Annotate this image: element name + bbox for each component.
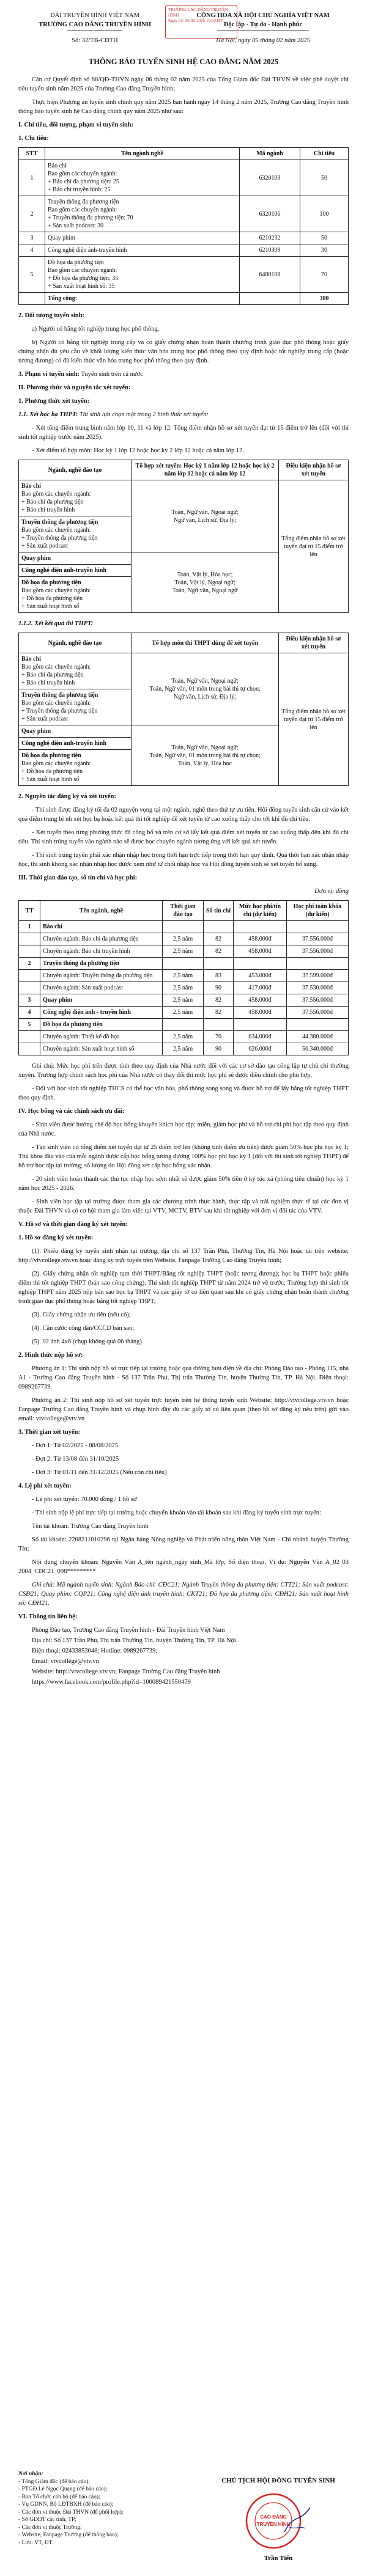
table-row — [19, 196, 349, 232]
cell: 56.340.000đ — [287, 1043, 349, 1055]
cell — [163, 921, 204, 933]
table-header-row — [19, 460, 349, 480]
cell: Tổng điểm nhận hồ sơ xét tuyển đạt từ 15 điểm trở lên — [279, 653, 349, 786]
cell: 6320103 — [240, 160, 300, 196]
cell: 6210232 — [240, 232, 300, 244]
column-header: Số tín chỉ — [204, 901, 234, 921]
cell: 5 — [19, 1019, 40, 1031]
total-label: Tổng cộng: — [45, 293, 240, 305]
cell-line: Báo chí — [21, 483, 41, 490]
cell: 634.000đ — [234, 1031, 287, 1043]
column-header: Tổ hợp môn thi THPT dùng để xét tuyển — [132, 633, 279, 653]
column-header: Ngành, nghề đào tạo — [19, 460, 132, 480]
cell-line: Truyền thông đa phương tiện — [21, 692, 98, 699]
contact-line: Email: vtvcollege@vtv.vn — [32, 1658, 99, 1665]
paragraph: - Đợt 3: Từ 01/11 đến 31/12/2025 (Nếu còn chỉ tiêu) — [32, 1469, 167, 1476]
table-row — [19, 994, 349, 1007]
cell — [240, 293, 300, 305]
cell — [19, 970, 40, 982]
paragraph: Ghi chú: Mức học phí trên được tính theo quy định của Nhà nước đối với các cơ sở đào tạo công lập tự chủ chi thường xuyên. Trường hợp chính sách học phí của Nhà nước có thay đổi thì mức học phí sẽ được điều chỉnh cho phù hợp. — [18, 1063, 349, 1079]
paragraph: - 20 sinh viên hoàn thành các thủ tục nhập học sớm nhất sẽ được giảm 50% tiền ở ký túc xá (phòng tiêu chuẩn) học kỳ 1 năm học 2025 - 2026. — [18, 1176, 349, 1192]
table-row — [19, 933, 349, 945]
cell — [132, 552, 279, 613]
issuer-org: TRƯỜNG CAO ĐẲNG TRUYỀN HÌNH — [39, 21, 151, 28]
recipient-item: - Ban Tổ chức cán bộ (để báo cáo); — [18, 2493, 100, 2500]
paragraph: - Thí sinh nộp lệ phí trực tiếp tại trường hoặc chuyển khoản vào tài khoản sau khi đăng ký tuyển sinh trực tuyến: — [32, 1510, 321, 1516]
cell-line: + Báo chí đa phương tiện — [21, 499, 84, 505]
table-row — [19, 1019, 349, 1031]
table-row — [19, 945, 349, 958]
cell: 82 — [204, 994, 234, 1007]
cell-line: Toán, Vật lý, Hóa học; — [177, 571, 233, 578]
cell: 458.000đ — [234, 945, 287, 958]
cell: Công nghệ điện ảnh - truyền hình — [40, 1007, 163, 1019]
cell — [19, 293, 45, 305]
cell-line: + Đồ họa đa phương tiện — [21, 595, 83, 602]
cell-line: Bao gồm các chuyên ngành: — [21, 527, 91, 534]
cell-line: Đồ họa đa phương tiện — [21, 579, 81, 586]
column-header: Điều kiện nhận hồ sơ xét tuyển — [279, 633, 349, 653]
cell — [19, 653, 132, 689]
signature-block — [208, 2476, 349, 2563]
table-row — [19, 160, 349, 196]
cell: 2,5 năm — [163, 994, 204, 1007]
column-header: STT — [19, 148, 45, 160]
cell-line: Ngữ văn, Lịch sử, Địa lý; — [173, 694, 237, 700]
paragraph: - Thí sinh được đăng ký tối đa 02 nguyện vọng tại một ngành, nghề theo thứ tự ưu tiên. Hội đồng tuyển sinh căn cứ vào kết quả điểm trung bì nh xét học bạ hoặc kết quả thi tốt nghiệp để xét tuyển từ cao xuống thấp cho tới khi đủ chỉ tiêu. — [18, 807, 349, 823]
tuition-table — [18, 900, 349, 1055]
subsection-heading: 1.1. Xét học bạ THPT: — [18, 411, 78, 418]
paragraph: Nội dung chuyển khoản: Nguyễn Văn A_tên ngành_ngày sinh_Mã lớp, Số điện thoại. Ví dụ: Nguyễn Văn A_02 03 2004_CĐC21_098********* — [18, 1559, 349, 1575]
cell-line: Bao gồm các chuyên ngành: — [21, 587, 91, 594]
digital-signature-stamp — [165, 5, 237, 39]
cell: 6210309 — [240, 244, 300, 257]
subsection-heading: 1. Hồ sơ đăng ký xét tuyển: — [18, 1235, 94, 1241]
cell: 4 — [19, 244, 45, 257]
column-header: Thời gian đào tạo — [163, 901, 204, 921]
cell: 44.380.000đ — [287, 1031, 349, 1043]
cell — [19, 933, 40, 945]
cell-line: + Truyền thông đa phương tiện — [21, 535, 98, 541]
recipient-item: - Lưu: VT, ĐT. — [18, 2539, 54, 2546]
paragraph: - Đợt 2: Từ 13/08 đến 31/10/2025 — [32, 1456, 119, 1462]
table-row — [19, 257, 349, 293]
subsection-heading: 1.1.2. Xét kết quả thi THPT: — [18, 620, 94, 627]
paragraph: - Đợt 1: Từ 02/2025 - 08/08/2025 — [32, 1442, 119, 1449]
cell: 6320106 — [240, 196, 300, 232]
cell-line: Bao gồm các chuyên ngành: — [21, 664, 91, 670]
column-header: Tên ngành, nghề — [40, 901, 163, 921]
cell-line: Toán, Ngữ văn, 01 môn trong bài thi tự chọn; — [149, 752, 261, 759]
document-title: THÔNG BÁO TUYỂN SINH HỆ CAO ĐẲNG NĂM 2025 — [88, 57, 279, 66]
cell — [204, 921, 234, 933]
cell-line: + Sản xuất hoạt hình số — [21, 603, 80, 610]
cell — [204, 958, 234, 970]
tuition-table-body — [19, 921, 349, 1055]
cell: 458.000đ — [234, 994, 287, 1007]
cell: 37.556.000đ — [287, 945, 349, 958]
cell: Chuyên ngành: Báo chí truyền hình — [40, 945, 163, 958]
cell — [19, 750, 132, 786]
contact-line: Website: http://vtvcollege.vtv.vn; Fanpage Trường Cao đẳng Truyền hình — [32, 1668, 220, 1675]
paragraph: (3). Giấy chứng nhận ưu tiên (nếu có); — [32, 1312, 131, 1318]
section-heading: V. Hồ sơ và thời gian đăng ký xét tuyển: — [18, 1221, 128, 1228]
cell — [204, 1019, 234, 1031]
cell: 3 — [19, 232, 45, 244]
cell: 6480108 — [240, 257, 300, 293]
cell: 626.000đ — [234, 1043, 287, 1055]
recipient-item: - Sở GDĐT các tỉnh, TP; — [18, 2517, 76, 2523]
table-row — [19, 653, 349, 689]
cell: 50 — [300, 160, 349, 196]
cell: 37.556.000đ — [287, 933, 349, 945]
paragraph: - Xét điểm tổ hợp môn: Học kỳ 1 lớp 12 hoặc học kỳ 2 lớp 12 hoặc cả năm lớp 12. — [32, 447, 245, 454]
subsection-heading: 2. Hình thức nộp hồ sơ: — [18, 1352, 83, 1359]
cell: Chuyên ngành: Truyền thông đa phương tiện — [40, 970, 163, 982]
cell-line: Bao gồm các chuyên ngành: — [48, 207, 117, 213]
parent-org: ĐÀI TRUYỀN HÌNH VIỆT NAM — [50, 12, 139, 19]
quota-table — [18, 147, 349, 305]
cell-line: Bao gồm các chuyên ngành: — [48, 171, 117, 177]
cell-line: Toán, Ngữ văn, Ngoại ngữ; — [171, 678, 239, 684]
paragraph: - Đối với học sinh tốt nghiệp THCS có thể học văn hóa, phổ thông song song và được hỗ trợ để lấy bằng tốt nghiệp THPT theo quy định. — [18, 1085, 349, 1101]
stamp-line: TRƯỜNG CAO ĐẲNG TRUYỀN HÌNH — [168, 7, 229, 18]
svg-text:CAO ĐẲNG: CAO ĐẲNG — [260, 2514, 287, 2520]
cell-line: Đồ họa đa phương tiện — [21, 752, 81, 759]
cell-line: + Báo chí truyền hình — [21, 507, 75, 513]
table-row — [19, 1043, 349, 1055]
cell-line: + Báo chí đa phương tiện — [21, 672, 84, 678]
cell-line: Toán, Ngữ văn, Ngoại ngữ; — [171, 744, 239, 751]
national-motto: Độc lập - Tự do - Hạnh phúc — [223, 21, 303, 28]
table-row — [19, 921, 349, 933]
paragraph: - Sinh viên học tập tại trường được tham gia các chương trình thực hành, thực tập và trải nghiệm thực tế tại các đơn vị thuộc Đài THVN và có cơ hội tham gia làm việc tại VTV, MCTV, BTV sau khi tốt nghiệp với đơn vị đối tác của VTV. — [18, 1198, 349, 1214]
cell — [132, 653, 279, 725]
cell-line: + Truyền thông đa phương tiện — [21, 708, 98, 714]
paragraph: - Xét tổng điểm trung bình năm lớp 10, 11 và lớp 12. Tổng điểm nhận hồ sơ xét tuyển đạt từ 15 điểm trở lên (đối với thí sinh tốt nghiệp trước năm 2025). — [18, 425, 349, 441]
cell: Chuyên ngành: Thiết kế đồ họa — [40, 1031, 163, 1043]
cell: 82 — [204, 1007, 234, 1019]
transcript-admission-table — [18, 460, 349, 613]
recipient-item: - Các đơn vị thuộc Trường; — [18, 2524, 82, 2531]
paragraph: Tên tài khoản: Trường Cao đẳng Truyền hình — [32, 1523, 149, 1530]
table-row — [19, 958, 349, 970]
cell: 5 — [19, 257, 45, 293]
official-seal — [242, 2489, 315, 2553]
cell — [19, 1043, 40, 1055]
recipient-item: - PTGĐ Lê Ngọc Quang (để báo cáo); — [18, 2486, 108, 2492]
intro-paragraph: Căn cứ Quyết định số 88/QĐ-THVN ngày 06 tháng 02 năm 2025 của Tổng Giám đốc Đài THVN về việc phê duyệt chỉ tiêu tuyển sinh năm 2025 của Trường Cao đẳng Truyền hình; — [18, 76, 349, 92]
recipient-item: - Vụ GDNN, Bộ LĐTBXH (để báo cáo); — [18, 2501, 114, 2508]
cell — [287, 1019, 349, 1031]
cell — [132, 480, 279, 552]
cell: 2,5 năm — [163, 1007, 204, 1019]
paragraph: b) Người có bằng tốt nghiệp trung cấp và có giấy chứng nhận hoàn thành chương trình giáo dục phổ thông hoặc giấy chứng nhận đủ yêu cầu về khối lượng kiến thức văn hóa trung học phổ thông theo quy định hoặc tốt nghiệp trung cấp (hoặc tương đương) có đủ kiến thức văn hóa trung học phổ thông theo quy định. — [18, 339, 349, 364]
subsection-heading: 2. Nguyên tắc đăng ký và xét tuyển: — [18, 793, 116, 800]
cell: 50 — [300, 232, 349, 244]
cell-line: Toán, Vật lý, Ngoại ngữ; — [174, 579, 235, 586]
table-row — [19, 232, 349, 244]
cell-line: + Đồ họa đa phương tiện: 35 — [48, 275, 119, 282]
cell-line: Đồ họa đa phương tiện — [48, 259, 104, 266]
signer-title: CHỦ TỊCH HỘI ĐỒNG TUYỂN SINH — [221, 2477, 335, 2484]
cell: Công nghệ điện ảnh-truyền hình — [19, 738, 132, 750]
cell: 70 — [300, 257, 349, 293]
cell — [45, 196, 240, 232]
cell: 2 — [19, 958, 40, 970]
cell-line: Ngữ văn, Lịch sử, Địa lý; — [173, 516, 237, 524]
column-header: Tổ hợp xét tuyển: Học kỳ 1 năm lớp 12 hoặc học kỳ 2 năm lớp 12 hoặc cả năm lớp 12 — [132, 460, 279, 480]
paragraph: (5). 02 ảnh 4x6 (chụp không quá 06 tháng). — [32, 1338, 144, 1345]
cell: 2,5 năm — [163, 982, 204, 994]
cell: 100 — [300, 196, 349, 232]
inline-text: Tuyển sinh trên cả nước — [81, 371, 143, 378]
subsection-heading: 1. Chỉ tiêu: — [18, 135, 49, 142]
seal-icon — [242, 2489, 315, 2553]
paragraph: (4). Căn cước công dân/CCCD bản sao; — [32, 1325, 135, 1332]
column-header: Mức học phí/tín chỉ (dự kiến) — [234, 901, 287, 921]
contact-line: Địa chỉ: Số 137 Trần Phú, Thị trấn Thường Tín, huyện Thường Tín, TP. Hà Nội. — [32, 1637, 238, 1644]
cell: 2,5 năm — [163, 1043, 204, 1055]
cell: 82 — [204, 933, 234, 945]
paragraph: Số tài khoản: 2208211010296 tại Ngân hàng Nông nghiệp và Phát triển nông thôn Việt Nam - Chi nhánh huyện Thường Tín; — [18, 1536, 349, 1552]
subsection-heading: 1. Phương thức xét tuyển: — [18, 398, 90, 405]
cell: 2,5 năm — [163, 945, 204, 958]
cell — [19, 689, 132, 725]
cell: Truyền thông đa phương tiện — [40, 958, 163, 970]
cell-line: Bao gồm các chuyên ngành: — [21, 491, 91, 497]
cell-line: + Sản xuất podcast — [21, 716, 68, 722]
contact-line: Điện thoại: 02433853048; Hotline: 0989267739; — [32, 1648, 158, 1654]
cell: 70 — [204, 1031, 234, 1043]
cell: 458.000đ — [234, 1007, 287, 1019]
cell — [19, 945, 40, 958]
cell — [287, 921, 349, 933]
cell: 4 — [19, 1007, 40, 1019]
cell — [132, 725, 279, 786]
table-row — [19, 1007, 349, 1019]
column-header: Tên ngành nghề — [45, 148, 240, 160]
recipients-title: Nơi nhận: — [18, 2471, 43, 2477]
paragraph: - Lệ phí xét tuyển: 70.000 đồng / 1 hồ sơ — [32, 1496, 137, 1503]
cell: 453.000đ — [234, 970, 287, 982]
cell: Quay phim — [40, 994, 163, 1007]
cell: Báo chí — [40, 921, 163, 933]
cell: Quay phim — [19, 725, 132, 738]
cell — [19, 982, 40, 994]
cell-line: + Báo chí truyền hình: 25 — [48, 186, 111, 193]
cell-line: Bao gồm các chuyên ngành: — [21, 760, 91, 767]
cell: 83 — [204, 970, 234, 982]
place-date: Hà Nội, ngày 05 tháng 02 năm 2025 — [216, 37, 310, 44]
paragraph: - Tân sinh viên có tổng điểm xét tuyển đạt từ 25 điểm trở lên (không tính điểm ưu tiên) được giảm 50% học phí học kỳ 1; Thủ khoa đầu vào của mỗi ngành được cấp học bổng tương đương 100% học phí học kỳ 1 (đối với thí sinh tốt nghiệp THPT) để hỗ trợ học tập tại trường; số lượng do Hội đồng xét cấp học bổng xác nhận. — [18, 1144, 349, 1169]
column-header: Chỉ tiêu — [300, 148, 349, 160]
cell: Tổng điểm nhận hồ sơ xét tuyển đạt từ 15 điểm trở lên — [279, 480, 349, 613]
cell — [287, 958, 349, 970]
cell-line: + Sản xuất hoạt hình số — [21, 776, 80, 783]
cell: 2,5 năm — [163, 970, 204, 982]
recipient-item: - Tổng Giám đốc (để báo cáo); — [18, 2478, 90, 2485]
cell — [234, 921, 287, 933]
paragraph: (1). Phiếu đăng ký tuyển sinh nhận tại trường, địa chỉ số 137 Trần Phú, Thường Tín, Hà Nội hoặc tải trên website: http://vtvcollege.vtv.vn hoặc đăng ký trực tuyến trên Website, Fanpage Trường Cao đẳng Truyền hình; — [18, 1248, 349, 1264]
cell — [234, 1019, 287, 1031]
cell-line: Toán, Ngữ văn, 01 môn trong bài thi tự chọn; — [149, 686, 261, 692]
svg-text:TRUYỀN HÌNH: TRUYỀN HÌNH — [256, 2522, 291, 2527]
cell: 90 — [204, 982, 234, 994]
cell: Quay phim — [45, 232, 240, 244]
column-header: Mã ngành — [240, 148, 300, 160]
paragraph: - Thí sinh trúng tuyển phải xác nhận nhập học trong thời hạn trực tiếp trong thời hạn quy định. Quá thời hạn xác nhận nhập học, thí sinh không xác nhận nhập học được xem như từ chối nhập học và Hội đồng tuyển sinh sẽ xét tuyển bổ sung. — [18, 852, 349, 868]
cell-line: Bao gồm các chuyên ngành: — [48, 267, 117, 274]
contact-line: https://www.facebook.com/profile.php?id=100089421550479 — [32, 1679, 191, 1686]
column-header: TT — [19, 901, 40, 921]
cell-line: Truyền thông đa phương tiện — [21, 519, 98, 526]
table-row — [19, 1031, 349, 1043]
cell — [45, 257, 240, 293]
issuer-block — [18, 11, 171, 45]
recipient-item: - Website, Fanpage Trường (để thông báo); — [18, 2532, 119, 2538]
cell-line: + Sản xuất podcast: 30 — [48, 222, 104, 229]
cell: 417.000đ — [234, 982, 287, 994]
cell-line: Toán, Ngữ văn, Ngoại ngữ; — [171, 508, 239, 516]
cell: 30 — [300, 244, 349, 257]
paragraph — [18, 370, 349, 379]
cell: 2,5 năm — [163, 1031, 204, 1043]
subsection-heading: 2. Đối tượng tuyển sinh: — [18, 312, 85, 319]
national-name: CỘNG HÒA XÃ HỘI CHỦ NGHĨA VIỆT NAM — [196, 12, 330, 19]
cell: 1 — [19, 160, 45, 196]
cell: 2 — [19, 196, 45, 232]
table-header-row — [19, 901, 349, 921]
cell-line: + Sản xuất hoạt hình số: 35 — [48, 283, 115, 290]
cell — [163, 1019, 204, 1031]
paragraph: (2). Giấy chứng nhận tốt nghiệp tạm thời THPT/Bằng tốt nghiệp THPT (hoặc tương đương); học bạ THPT hoặc phiếu điểm thi tốt nghiệp THPT (bản sao công chứng). Thí sinh tốt nghiệp THPT từ năm 2024 trở về trước; Trường hợp thí sinh tốt nghiệp THPT năm 2025 nộp bản sao học bạ THPT và các giấy tờ có liên quan sau khi có giấy chứng nhận hoàn thành chương trình giáo dục phổ thông hoặc bằng tốt nghiệp THPT; — [18, 1271, 349, 1305]
cell — [19, 577, 132, 613]
intro-paragraph: Thực hiện Phương án tuyển sinh chính quy năm 2025 ban hành ngày 14 tháng 2 năm 2025, Trường Cao đẳng Truyền hình thông báo tuyển sinh hệ Cao đẳng chính quy năm 2025 như sau: — [18, 99, 349, 115]
cell: Công nghệ điện ảnh-truyền hình — [45, 244, 240, 257]
section-heading: II. Phương thức và nguyên tắc xét tuyển: — [18, 384, 131, 391]
column-header: Ngành, nghề đào tạo — [19, 633, 132, 653]
cell-line: Toán, Ngữ văn, Ngoại ngữ — [172, 587, 238, 594]
table-header-row — [19, 633, 349, 653]
cell-line: + Sản xuất podcast — [21, 543, 68, 549]
section-heading: III. Thời gian đào tạo, số tín chỉ và học phí: — [18, 875, 138, 881]
cell — [45, 160, 240, 196]
column-header: Điều kiện nhận hồ sơ xét tuyển — [279, 460, 349, 480]
cell: Quay phim — [19, 552, 132, 565]
section-heading: VI. Thông tin liên hệ: — [18, 1613, 78, 1620]
subsection-heading: 3. Phạm vi tuyển sinh: — [18, 371, 80, 378]
table-row — [19, 480, 349, 516]
paragraph: Phương án 1: Thí sinh nộp hồ sơ trực tiếp tại trường hoặc qua đường bưu điện về địa chỉ: Phòng Đào tạo - Phòng 115, nhà A1 - Trường Cao đẳng Truyền hình - Số 137 Trần Phú, Thị trấn Thường Tín, huyện Thường Tín, TP. Hà Nội. Điện thoại: 0989267739. — [18, 1365, 349, 1390]
paragraph: - Xét tuyển theo từng phương thức đã công bố và trên cơ sở lấy kết quả điểm xét tuyển từ cao xuống thấp đến khi đủ chỉ tiêu. Thí sinh trúng tuyển vào ngành nào sẽ được học chuyên ngành tương ứng với kết quả xét tuyển. — [18, 829, 349, 845]
cell: 37.599.000đ — [287, 970, 349, 982]
contact-line: Phòng Đào tạo, Trường Cao đẳng Truyền hình - Đài Truyền hình Việt Nam — [32, 1627, 225, 1634]
cell — [19, 480, 132, 516]
cell: 37.530.000đ — [287, 982, 349, 994]
column-header: Học phí toàn khóa (dự kiến) — [287, 901, 349, 921]
cell: 37.556.000đ — [287, 1007, 349, 1019]
table-total-row — [19, 293, 349, 305]
recipients-block — [18, 2470, 202, 2547]
cell-line: Bao gồm các chuyên ngành: — [21, 700, 91, 706]
cell: Đồ họa đa phương tiện — [40, 1019, 163, 1031]
cell-line: + Truyền thông đa phương tiện: 70 — [48, 215, 133, 221]
cell — [234, 958, 287, 970]
cell: 37.556.000đ — [287, 994, 349, 1007]
table-row — [19, 970, 349, 982]
cell — [19, 516, 132, 552]
cell: Chuyên ngành: Sản xuất podcast — [40, 982, 163, 994]
cell: 90 — [204, 1043, 234, 1055]
subsection-heading: 3. Thời gian xét tuyển: — [18, 1429, 81, 1436]
cell: 3 — [19, 994, 40, 1007]
inline-note: Thí sinh lựa chọn một trong 2 hình thức xét tuyển: — [79, 411, 209, 418]
cell: 1 — [19, 921, 40, 933]
total-value: 300 — [300, 293, 349, 305]
cell-line: Truyền thông đa phương tiện — [48, 199, 119, 205]
paragraph: a) Người có bằng tốt nghiệp trung học phổ thông. — [32, 326, 160, 332]
cell: Chuyên ngành: Báo chí đa phương tiện — [40, 933, 163, 945]
exam-admission-table — [18, 633, 349, 786]
cell: Công nghệ điện ảnh-truyền hình — [19, 565, 132, 577]
cell-line: Toán, Vật lý, Hóa học — [178, 760, 232, 767]
cell: 82 — [204, 945, 234, 958]
cell — [19, 1031, 40, 1043]
unit-label: Đơn vị: đồng — [314, 888, 349, 895]
cell — [163, 958, 204, 970]
section-heading: IV. Học bổng và các chính sách ưu đãi: — [18, 1108, 125, 1115]
cell: 2,5 năm — [163, 933, 204, 945]
paragraph: Ghi chú: Mã ngành tuyển sinh: Ngành Báo chí: CĐC21; Ngành Truyền thông đa phương tiện: CTT21; Sản xuất podcast: CSĐ21; Quay phim: CQP21; Công nghệ điện ảnh truyền hình: CKT21; Đồ họa đa phương tiện: CĐH21; Sản xuất hoạt hình số: CĐH21. — [18, 1582, 349, 1607]
table-row — [19, 244, 349, 257]
table-row — [19, 982, 349, 994]
paragraph: - Sinh viên được hưởng chế độ học bổng khuyến khích học tập; miễn, giảm học phí và hỗ trợ chi phí học tập theo quy định của Nhà nước. — [18, 1121, 349, 1137]
document-number: Số: 32/TB-CĐTH — [72, 37, 118, 44]
recipient-item: - Các đơn vị thuộc Đài THVN (để phối hợp); — [18, 2509, 124, 2515]
cell-line: + Báo chí đa phương tiện: 25 — [48, 178, 119, 185]
cell-line: Báo chí — [21, 656, 41, 662]
paragraph: Phương án 2: Thí sinh nộp hồ sơ xét tuyển trực tuyến trên hệ thống tuyển sinh Website: http://vtvcollege.vtv.vn hoặc Fanpage Trường Cao đẳng Truyền hình và chụp hình đầy đủ các giấy tờ có liên quan (theo hồ sơ đăng ký nêu trên) gửi vào email: vtvcollege@vtv.vn — [18, 1397, 349, 1422]
cell-line: Báo chí — [48, 163, 67, 169]
cell-line: + Báo chí truyền hình — [21, 680, 75, 686]
paragraph — [18, 410, 349, 419]
subsection-heading: 4. Lệ phí xét tuyển: — [18, 1483, 72, 1489]
stamp-line: Ngày ký: 26-02-2025 10:33 ĐT — [168, 18, 223, 23]
cell: 458.000đ — [234, 933, 287, 945]
cell: Chuyên ngành: Sản xuất hoạt hình số — [40, 1043, 163, 1055]
signer-name: Trần Tiến — [264, 2555, 293, 2562]
table-header-row — [19, 148, 349, 160]
section-heading: I. Chỉ tiêu, đối tượng, phạm vi tuyển sinh: — [18, 122, 134, 128]
cell-line: + Đồ họa đa phương tiện — [21, 768, 83, 775]
